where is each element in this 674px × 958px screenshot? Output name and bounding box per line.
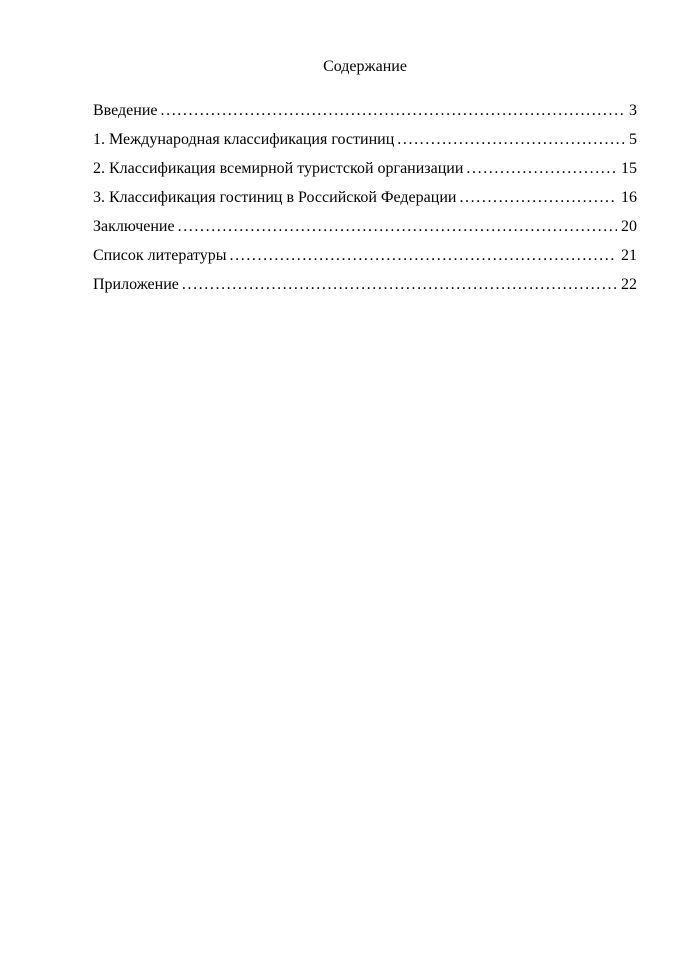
toc-entry xyxy=(93,154,637,183)
toc-entry xyxy=(93,183,637,212)
toc-entry-page: 21 xyxy=(621,247,637,264)
toc-list xyxy=(93,96,637,299)
toc-leader-dots xyxy=(459,183,617,212)
toc-entry xyxy=(93,96,637,125)
toc-entry xyxy=(93,241,637,270)
toc-leader-dots xyxy=(466,154,617,183)
toc-leader-dots xyxy=(178,212,617,241)
toc-entry xyxy=(93,125,637,154)
page-title: Содержание xyxy=(323,58,407,75)
toc-leader-dots xyxy=(397,125,625,154)
toc-entry-page: 15 xyxy=(621,160,637,177)
toc-entry-page: 20 xyxy=(621,218,637,235)
toc-leader-dots xyxy=(161,96,626,125)
toc-entry xyxy=(93,212,637,241)
toc-entry-label: Заключение xyxy=(93,218,175,235)
toc-entry-page: 22 xyxy=(621,276,637,293)
toc-entry-label: Введение xyxy=(93,102,158,119)
toc-entry-page: 16 xyxy=(621,189,637,206)
toc-entry-label: Список литературы xyxy=(93,247,227,264)
toc-entry-label: 1. Международная классификация гостиниц xyxy=(93,131,395,148)
toc-entry-label: Приложение xyxy=(93,276,179,293)
toc-entry-page: 5 xyxy=(629,131,637,148)
toc-entry xyxy=(93,270,637,299)
toc-entry-label: 2. Классификация всемирной туристской организации xyxy=(93,160,464,177)
toc-leader-dots xyxy=(182,270,617,299)
toc-entry-label: 3. Классификация гостиниц в Российской Федерации xyxy=(93,189,457,206)
toc-entry-page: 3 xyxy=(629,102,637,119)
toc-leader-dots xyxy=(230,241,617,270)
